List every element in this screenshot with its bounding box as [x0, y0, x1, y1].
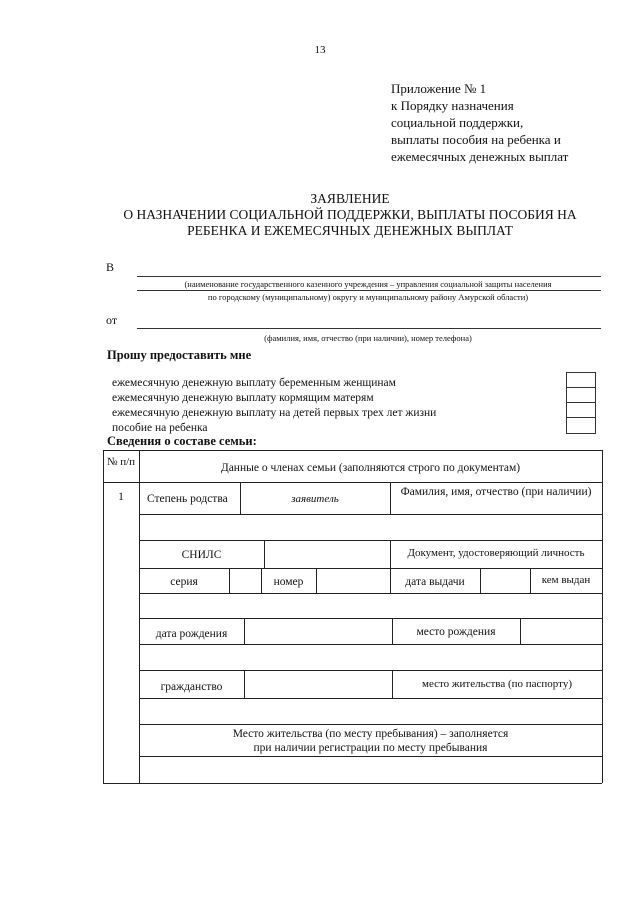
- relation-label: Степень родства: [147, 493, 228, 505]
- option-child-allowance: пособие на ребенка: [112, 422, 208, 434]
- title-line-1: ЗАЯВЛЕНИЕ: [310, 191, 390, 206]
- appendix-line-2: к Порядку назначения: [391, 98, 514, 113]
- page-number: 13: [314, 44, 326, 56]
- to-label: В: [106, 260, 115, 274]
- id-doc-label: Документ, удостоверяющий личность: [407, 547, 585, 559]
- appendix-line-3: социальной поддержки,: [391, 115, 524, 130]
- relation-value[interactable]: заявитель: [291, 493, 339, 505]
- number-label: номер: [273, 576, 304, 588]
- col-num-header: № п/п: [106, 456, 136, 468]
- option-children-under-3: ежемесячную денежную выплату на детей первых трех лет жизни: [112, 407, 437, 419]
- option-list: [112, 376, 436, 436]
- birth-place-label: место рождения: [416, 626, 496, 638]
- stay-residence-label: [139, 727, 602, 755]
- residence-label: место жительства (по паспорту): [422, 678, 572, 690]
- issue-date-label: дата выдачи: [405, 576, 465, 588]
- snils-label: СНИЛС: [181, 549, 222, 561]
- title-line-2: О НАЗНАЧЕНИИ СОЦИАЛЬНОЙ ПОДДЕРЖКИ, ВЫПЛАТЫ ПОСОБИЯ НА: [123, 207, 577, 222]
- to-field-hint: [130, 278, 606, 290]
- issued-by-label: кем выдан: [541, 574, 591, 586]
- fio-label: Фамилия, имя, отчество (при наличии): [400, 486, 592, 498]
- to-hint-line-2: по городскому (муниципальному) округу и муниципальному району Амурской области): [207, 292, 529, 302]
- stay-residence-line-2: при наличии регистрации по месту пребывания: [253, 742, 488, 754]
- from-field-hint: (фамилия, имя, отчество (при наличии), номер телефона): [264, 333, 472, 343]
- option-pregnant-women: ежемесячную денежную выплату беременным женщинам: [112, 377, 396, 389]
- from-field-line[interactable]: [137, 328, 601, 329]
- request-heading: Прошу предоставить мне: [107, 348, 252, 362]
- appendix-block: [391, 80, 568, 165]
- series-label: серия: [170, 576, 198, 588]
- from-label: от: [106, 313, 118, 327]
- appendix-line-4: выплаты пособия на ребенка и: [391, 132, 561, 147]
- stay-residence-line-1: Место жительства (по месту пребывания) – заполняется: [232, 728, 509, 740]
- data-header: Данные о членах семьи (заполняются строго по документам): [220, 462, 521, 474]
- citizenship-label: гражданство: [160, 681, 223, 693]
- row-number: 1: [118, 491, 124, 503]
- to-field-line[interactable]: [137, 276, 601, 277]
- birth-date-label: дата рождения: [155, 628, 228, 640]
- family-heading: Сведения о составе семьи:: [107, 434, 257, 448]
- checkbox-child-allowance[interactable]: [566, 417, 596, 434]
- appendix-line-5: ежемесячных денежных выплат: [391, 149, 569, 164]
- title-line-3: РЕБЕНКА И ЕЖЕМЕСЯЧНЫХ ДЕНЕЖНЫХ ВЫПЛАТ: [187, 223, 513, 238]
- option-nursing-mothers: ежемесячную денежную выплату кормящим матерям: [112, 392, 374, 404]
- to-hint-line-1: (наименование государственного казенного учреждения – управления социальной защиты населения: [184, 279, 552, 289]
- appendix-line-1: Приложение № 1: [391, 81, 487, 96]
- document-title: [90, 191, 610, 239]
- to-field-hint-2: [130, 291, 606, 303]
